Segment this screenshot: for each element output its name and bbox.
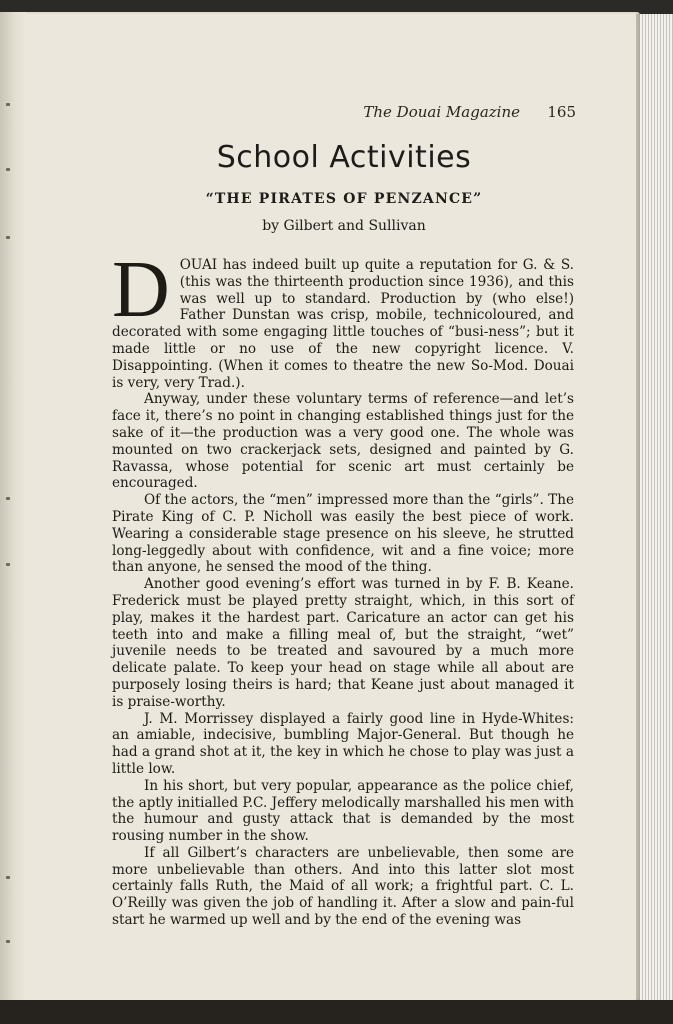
paragraph: Anyway, under these voluntary terms of reference—and let’s face it, there’s no point in changing established things just for the sake of it—the production was a very good one. The whole was mounted on two crackerjack sets, designed and painted by G. Ravassa, whose potential for scenic art must certainly be encouraged.: [112, 391, 574, 492]
binding-stitch: [6, 168, 10, 171]
page-number: 165: [547, 103, 576, 121]
scan-frame-bottom: [0, 1000, 673, 1024]
paragraph-text: OUAI has indeed built up quite a reputation for G. & S. (this was the thirteenth production since 1936), and this was well up to standard. Production by (who else!) Father Dunstan was crisp, mobile, technicoloured, and decorated with some engaging little touches of “busi-ness”; but it made little or no use of the new copyright licence. V. Disappointing. (When it comes to theatre the new So-Mod. Douai is very, very Trad.).: [112, 257, 574, 391]
article-subtitle: “THE PIRATES OF PENZANCE”: [205, 191, 483, 207]
article-body: [112, 246, 574, 929]
binding-gutter: [0, 12, 26, 1002]
paragraph: In his short, but very popular, appearance as the police chief, the aptly initialled P.C. Jeffery melodically marshalled his men with the humour and gusty attack that is demanded by the most rousing number in the show.: [112, 777, 574, 845]
binding-stitch: [6, 940, 10, 943]
binding-stitch: [6, 236, 10, 239]
paragraph: If all Gilbert’s characters are unbelievable, then some are more unbelievable than others. And into this latter slot most certainly falls Ruth, the Maid of all work; a frightful part. C. L. O’Reilly was given the job of handling it. After a slow and pain-ful start he warmed up well and by the end of the evening was: [112, 844, 574, 929]
section-title: School Activities: [216, 140, 472, 175]
running-header: [112, 103, 576, 125]
binding-stitch: [6, 563, 10, 566]
paragraph: [112, 246, 574, 391]
paragraph: J. M. Morrissey displayed a fairly good line in Hyde-Whites: an amiable, indecisive, bumbling Major-General. But though he had a grand shot at it, the key in which he chose to play was just a little low.: [112, 710, 574, 777]
binding-stitch: [6, 497, 10, 500]
drop-cap: D: [112, 246, 170, 334]
binding-stitch: [6, 876, 10, 879]
binding-stitch: [6, 103, 10, 106]
paragraph: Of the actors, the “men” impressed more than the “girls”. The Pirate King of C. P. Nicholl was easily the best piece of work. Wearing a considerable stage presence on his sleeve, he strutted long-leggedly about with confidence, wit and a fine voice; more than anyone, he sensed the mood of the thing.: [112, 492, 574, 576]
page-stack-edges: [640, 14, 673, 1002]
paragraph: Another good evening’s effort was turned in by F. B. Keane. Frederick must be played pretty straight, which, in this sort of play, makes it the hardest part. Caricature an actor can get his teeth into and make a filling meal of, but the straight, “wet” juvenile needs to be treated and savoured by a much more delicate palate. To keep your head on stage while all about are purposely losing theirs is hard; that Keane just about managed it is praise-worthy.: [112, 576, 574, 710]
article-byline: by Gilbert and Sullivan: [262, 218, 426, 234]
running-title: The Douai Magazine: [363, 103, 520, 121]
